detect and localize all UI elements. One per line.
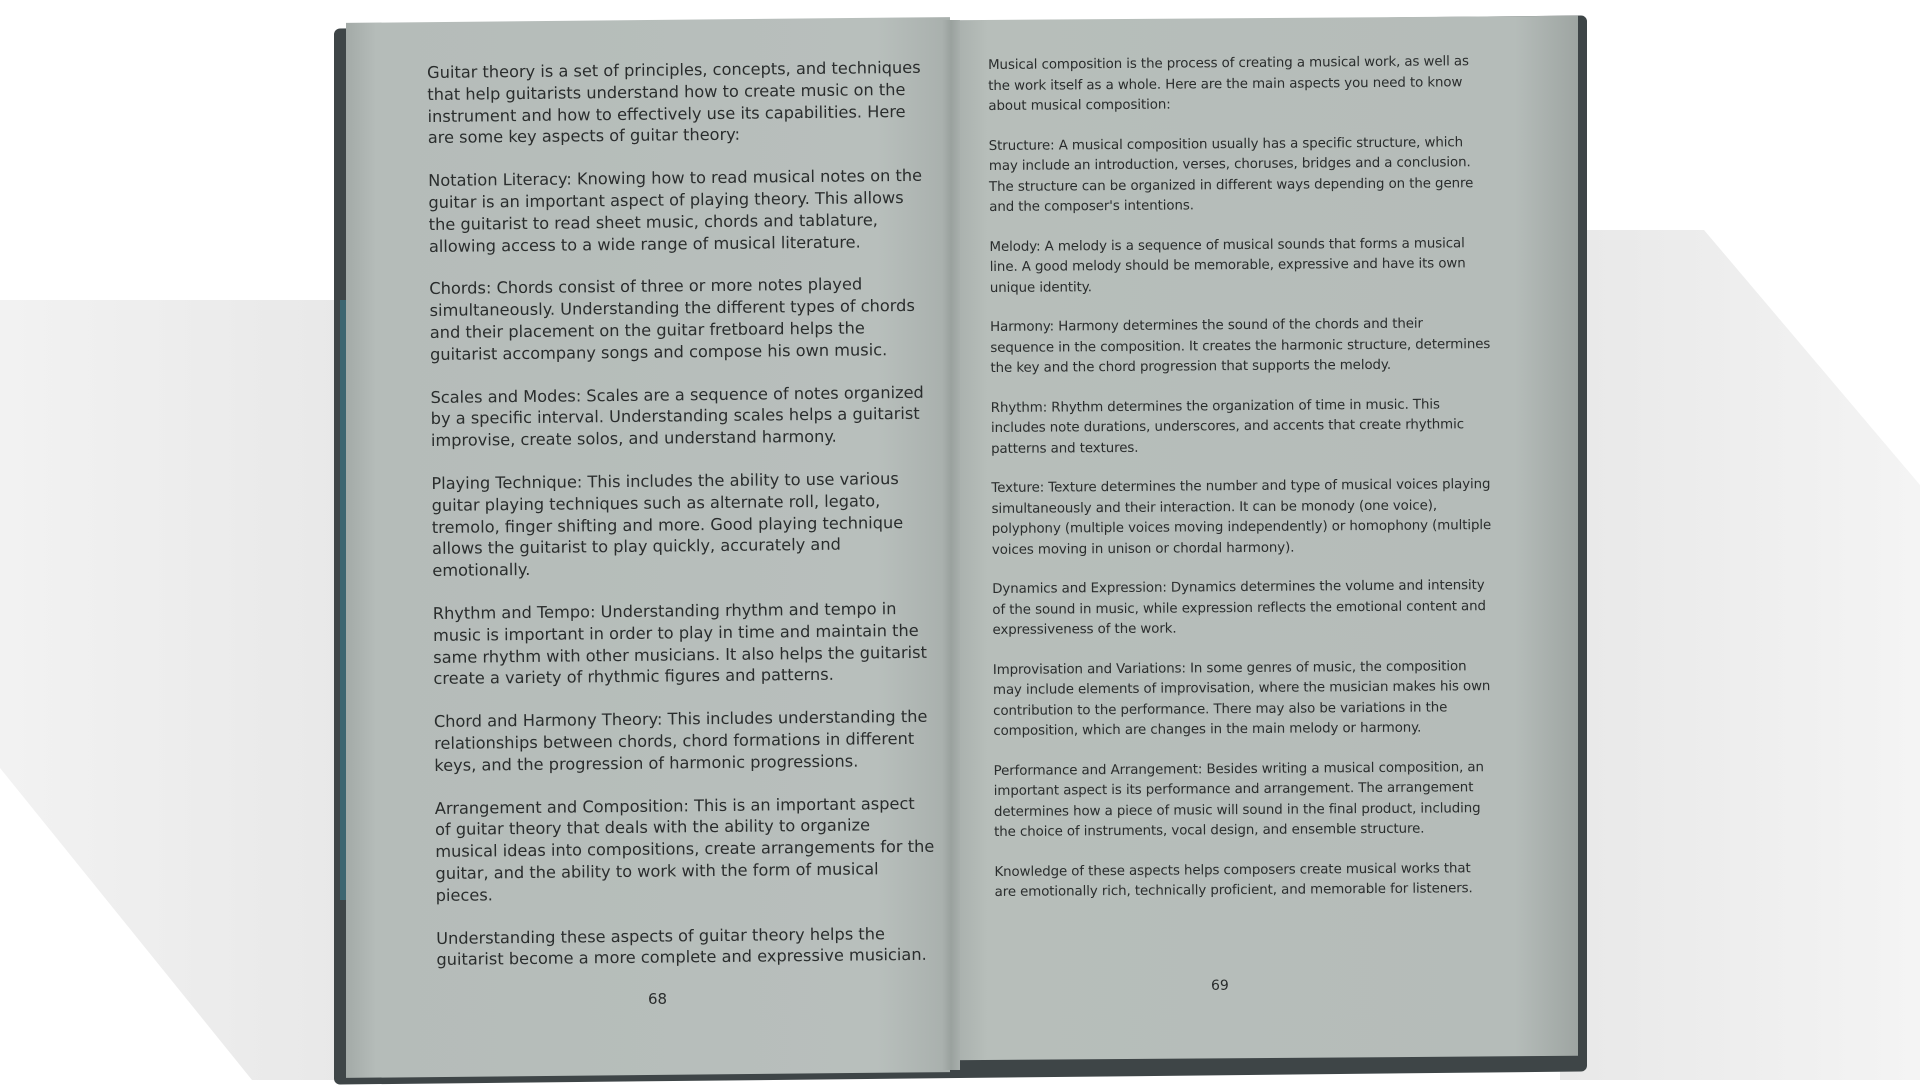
page-number-left: 68 (648, 990, 668, 1008)
paragraph: Structure: A musical composition usually has a specific structure, which may include an introduction, verses, choruses, bridges and a conclusion. The structure can be organized in different ways depending on the genre and the composer's intentions. (988, 134, 1474, 215)
paragraph: Rhythm: Rhythm determines the organization of time in music. This includes note durations, underscores, and accents that create rhythmic patterns and textures. (990, 396, 1465, 457)
paragraph: Notation Literacy: Knowing how to read musical notes on the guitar is an important aspect of playing theory. This allows the guitarist to read sheet music, chords and tablature, allowing access to a wide range of musical literature. (428, 166, 923, 256)
paragraph: Chord and Harmony Theory: This includes understanding the relationships between chords, chord formations in different keys, and the progression of harmonic progressions. (433, 706, 928, 775)
paragraph: Dynamics and Expression: Dynamics determines the volume and intensity of the sound in music, while expression reflects the emotional content and expressiveness of the work. (992, 578, 1486, 638)
paragraph: Understanding these aspects of guitar theory helps the guitarist become a more complete and expressive musician. (436, 923, 927, 970)
paragraph: Musical composition is the process of creating a musical work, as well as the work itself as a whole. Here are the main aspects you need to know about musical composition: (988, 54, 1469, 114)
paragraph: Scales and Modes: Scales are a sequence of notes organized by a specific interval. Understanding scales helps a guitarist improvise, create solos, and understand harmony. (430, 382, 924, 451)
paragraph: Knowledge of these aspects helps composers create musical works that are emotionally rich, technically proficient, and memorable for listeners. (994, 860, 1473, 900)
paragraph: Playing Technique: This includes the ability to use various guitar playing techniques such as alternate roll, legato, tremolo, finger shifting and more. Good playing technique allows the guitarist to play quickly, accurately and emotionally. (431, 469, 904, 581)
right-page-text (988, 52, 1495, 922)
page-number-right: 69 (1211, 978, 1229, 994)
paragraph: Guitar theory is a set of principles, concepts, and techniques that help guitarists understand how to create music on the instrument and how to effectively use its capabilities. Here are some key aspects of guitar theory: (427, 57, 921, 148)
paragraph: Arrangement and Composition: This is an important aspect of guitar theory that deals with the ability to organize musical ideas into compositions, create arrangements for the guitar, and the ability to work with the form of musical pieces. (434, 793, 935, 905)
paragraph: Chords: Chords consist of three or more notes played simultaneously. Understanding the different types of chords and their placement on the guitar fretboard helps the guitarist accompany songs and compose his own music. (429, 274, 915, 364)
floor-shadow-right (1560, 230, 1920, 1080)
paragraph: Improvisation and Variations: In some genres of music, the composition may include elements of improvisation, where the musician makes his own contribution to the performance. There may also be variations in the composition, which are changes in the main melody or harmony. (992, 658, 1491, 739)
paragraph: Harmony: Harmony determines the sound of the chords and their sequence in the composition. It creates the harmonic structure, determines the key and the chord progression that supports the melody. (990, 316, 1491, 376)
paragraph: Performance and Arrangement: Besides writing a musical composition, an important aspect is its performance and arrangement. The arrangement determines how a piece of music will sound in the final product, including the choice of instruments, vocal design, and ensemble structure. (993, 759, 1484, 840)
paragraph: Melody: A melody is a sequence of musical sounds that forms a musical line. A good melody should be memorable, expressive and have its own unique identity. (989, 235, 1466, 296)
paragraph: Texture: Texture determines the number and type of musical voices playing simultaneously and their interaction. It can be monody (one voice), polyphony (multiple voices moving independently) or homophony (multiple voices moving in unison or chordal harmony). (991, 477, 1492, 558)
left-page-text (427, 57, 937, 992)
book-gutter (942, 20, 960, 1070)
paragraph: Rhythm and Tempo: Understanding rhythm and tempo in music is important in order to play in time and maintain the same rhythm with other musicians. It also helps the guitarist create a variety of rhythmic figures and patterns. (432, 599, 927, 689)
